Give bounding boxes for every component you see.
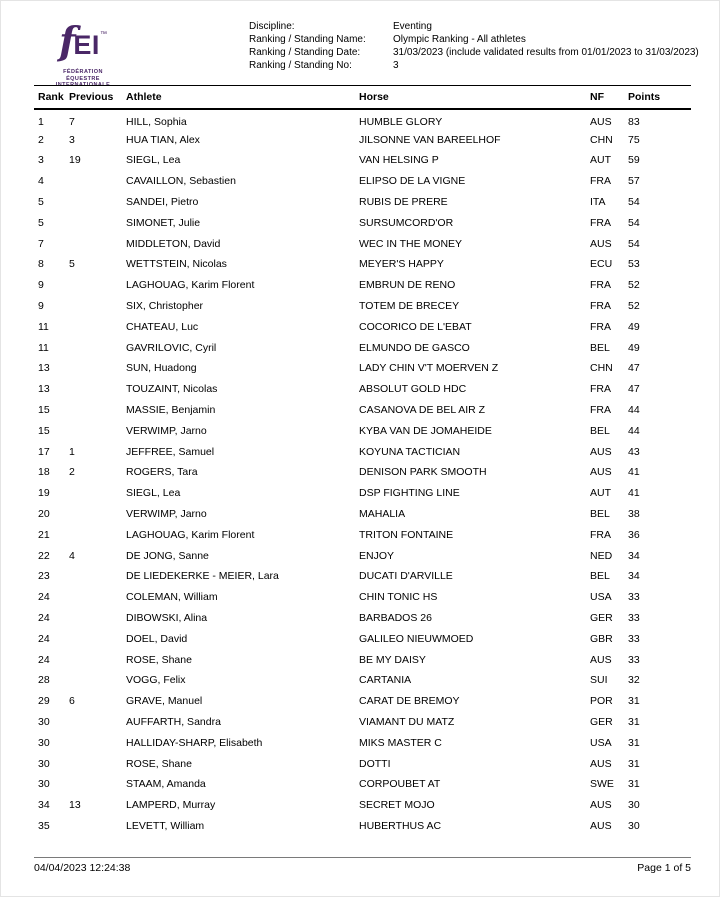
cell-points: 75 — [628, 133, 640, 146]
cell-nf: AUS — [590, 445, 612, 458]
cell-points: 38 — [628, 508, 640, 521]
cell-points: 44 — [628, 424, 640, 437]
cell-points: 52 — [628, 279, 640, 292]
cell-athlete: DE JONG, Sanne — [126, 549, 209, 562]
cell-points: 54 — [628, 237, 640, 250]
cell-horse: DOTTI — [359, 757, 391, 770]
cell-nf: FRA — [590, 383, 611, 396]
table-row — [34, 275, 691, 296]
cell-rank: 23 — [38, 570, 50, 583]
table-row — [34, 504, 691, 525]
cell-nf: FRA — [590, 175, 611, 188]
cell-points: 52 — [628, 300, 640, 313]
info-label: Ranking / Standing Name: — [249, 34, 366, 45]
cell-horse: CARTANIA — [359, 674, 412, 687]
cell-nf: FRA — [590, 300, 611, 313]
cell-nf: BEL — [590, 424, 610, 437]
column-header-horse: Horse — [359, 86, 590, 109]
cell-horse: EMBRUN DE RENO — [359, 279, 456, 292]
cell-nf: SUI — [590, 674, 608, 687]
cell-horse: JILSONNE VAN BAREELHOF — [359, 133, 501, 146]
cell-rank: 19 — [38, 487, 50, 500]
cell-nf: GER — [590, 716, 613, 728]
cell-athlete: AUFFARTH, Sandra — [126, 716, 221, 728]
cell-points: 54 — [628, 196, 640, 209]
cell-athlete: HILL, Sophia — [126, 115, 187, 128]
cell-points: 83 — [628, 115, 640, 128]
table-row — [34, 379, 691, 400]
cell-previous — [69, 316, 126, 337]
table-row — [34, 150, 691, 171]
cell-previous: 7 — [69, 115, 75, 128]
table-row — [34, 753, 691, 774]
cell-nf: GBR — [590, 632, 613, 645]
info-row-ranking-date — [249, 46, 699, 59]
cell-nf: AUS — [590, 466, 612, 479]
cell-athlete: GAVRILOVIC, Cyril — [126, 341, 217, 354]
cell-previous — [69, 358, 126, 379]
cell-previous: 4 — [69, 549, 75, 562]
cell-points: 47 — [628, 383, 640, 396]
cell-horse: ELMUNDO DE GASCO — [359, 341, 470, 354]
cell-horse: HUMBLE GLORY — [359, 115, 443, 128]
cell-rank: 29 — [38, 695, 50, 708]
cell-rank: 28 — [38, 674, 50, 687]
cell-athlete: VOGG, Felix — [126, 674, 186, 687]
table-row — [34, 628, 691, 649]
cell-nf: CHN — [590, 133, 613, 146]
cell-horse: MEYER'S HAPPY — [359, 258, 444, 271]
cell-previous: 6 — [69, 695, 75, 708]
cell-points: 33 — [628, 653, 640, 666]
table-row — [34, 691, 691, 712]
info-label: Discipline: — [249, 21, 295, 32]
ranking-info-block — [249, 20, 699, 72]
table-row — [34, 712, 691, 733]
cell-horse: DSP FIGHTING LINE — [359, 487, 460, 500]
cell-horse: CHIN TONIC HS — [359, 591, 438, 604]
cell-nf: AUS — [590, 799, 612, 812]
cell-rank: 24 — [38, 591, 50, 604]
table-row — [34, 400, 691, 421]
cell-previous — [69, 774, 126, 795]
cell-athlete: DIBOWSKI, Alina — [126, 612, 208, 625]
cell-athlete: LEVETT, William — [126, 819, 205, 832]
cell-rank: 15 — [38, 424, 50, 437]
table-row — [34, 816, 691, 837]
fei-subtitle-line: ÉQUESTRE — [66, 75, 100, 82]
cell-previous — [69, 670, 126, 691]
cell-horse: VIAMANT DU MATZ — [359, 716, 455, 728]
table-row — [34, 524, 691, 545]
cell-previous — [69, 649, 126, 670]
cell-rank: 9 — [38, 279, 44, 292]
page-number: Page 1 of 5 — [637, 862, 691, 874]
cell-nf: NED — [590, 549, 613, 562]
cell-nf: BEL — [590, 341, 610, 354]
table-header-row — [34, 86, 691, 109]
info-label: Ranking / Standing Date: — [249, 47, 361, 58]
cell-athlete: JEFFREE, Samuel — [126, 445, 215, 458]
cell-athlete: SUN, Huadong — [126, 362, 197, 375]
cell-nf: GER — [590, 612, 613, 625]
cell-nf: AUS — [590, 115, 612, 128]
cell-points: 54 — [628, 216, 640, 229]
fei-subtitle-line: INTERNATIONALE — [55, 82, 111, 88]
cell-previous — [69, 296, 126, 317]
cell-horse: SECRET MOJO — [359, 799, 435, 812]
cell-previous — [69, 337, 126, 358]
fei-logo-icon — [37, 17, 129, 68]
cell-rank: 2 — [38, 133, 44, 146]
cell-previous — [69, 816, 126, 837]
cell-horse: CORPOUBET AT — [359, 778, 441, 791]
cell-rank: 34 — [38, 799, 50, 812]
cell-rank: 13 — [38, 362, 50, 375]
cell-previous: 3 — [69, 133, 75, 146]
cell-rank: 35 — [38, 819, 50, 832]
table-row — [34, 233, 691, 254]
cell-previous — [69, 171, 126, 192]
cell-athlete: CHATEAU, Luc — [126, 320, 199, 333]
cell-points: 57 — [628, 175, 640, 188]
cell-rank: 9 — [38, 300, 44, 313]
cell-athlete: LAGHOUAG, Karim Florent — [126, 528, 255, 541]
cell-athlete: SIMONET, Julie — [126, 216, 201, 229]
info-label: Ranking / Standing No: — [249, 60, 352, 71]
cell-rank: 5 — [38, 196, 44, 209]
cell-points: 33 — [628, 632, 640, 645]
cell-horse: MAHALIA — [359, 508, 406, 521]
cell-points: 41 — [628, 487, 640, 500]
cell-previous — [69, 275, 126, 296]
table-row — [34, 192, 691, 213]
cell-nf: FRA — [590, 528, 611, 541]
cell-points: 32 — [628, 674, 640, 687]
cell-athlete: GRAVE, Manuel — [126, 695, 203, 708]
cell-previous — [69, 608, 126, 629]
cell-points: 43 — [628, 445, 640, 458]
column-header-athlete: Athlete — [126, 86, 359, 109]
cell-points: 47 — [628, 362, 640, 375]
table-row — [34, 608, 691, 629]
cell-horse: LADY CHIN V'T MOERVEN Z — [359, 362, 499, 375]
cell-horse: SURSUMCORD'OR — [359, 216, 454, 229]
cell-points: 31 — [628, 736, 640, 749]
cell-rank: 11 — [38, 320, 49, 333]
cell-nf: BEL — [590, 570, 610, 583]
table-row — [34, 254, 691, 275]
cell-horse: CASANOVA DE BEL AIR Z — [359, 404, 486, 417]
cell-athlete: ROGERS, Tara — [126, 466, 198, 479]
cell-nf: ECU — [590, 258, 613, 271]
cell-previous — [69, 483, 126, 504]
cell-athlete: LAMPERD, Murray — [126, 799, 216, 812]
column-header-nf: NF — [590, 86, 628, 109]
cell-athlete: TOUZAINT, Nicolas — [126, 383, 218, 396]
cell-previous: 5 — [69, 258, 75, 271]
table-row — [34, 171, 691, 192]
info-value: Olympic Ranking - All athletes — [393, 34, 526, 45]
table-row — [34, 420, 691, 441]
cell-horse: CARAT DE BREMOY — [359, 695, 460, 708]
cell-previous — [69, 212, 126, 233]
column-header-previous: Previous — [69, 86, 126, 109]
cell-previous — [69, 192, 126, 213]
cell-horse: MIKS MASTER C — [359, 736, 442, 749]
cell-athlete: SANDEI, Pietro — [126, 196, 199, 209]
cell-nf: ITA — [590, 196, 606, 209]
table-row — [34, 316, 691, 337]
cell-horse: ENJOY — [359, 549, 395, 562]
cell-previous — [69, 400, 126, 421]
cell-nf: BEL — [590, 508, 610, 521]
cell-previous — [69, 628, 126, 649]
cell-nf: USA — [590, 591, 612, 604]
cell-nf: AUS — [590, 653, 612, 666]
cell-points: 49 — [628, 320, 640, 333]
column-header-rank: Rank — [34, 86, 69, 109]
table-row — [34, 566, 691, 587]
cell-rank: 30 — [38, 757, 50, 770]
cell-previous — [69, 504, 126, 525]
cell-previous — [69, 566, 126, 587]
cell-rank: 30 — [38, 736, 50, 749]
table-row — [34, 296, 691, 317]
cell-athlete: CAVAILLON, Sebastien — [126, 175, 236, 188]
cell-rank: 21 — [38, 528, 50, 541]
cell-previous — [69, 587, 126, 608]
cell-horse: WEC IN THE MONEY — [359, 237, 463, 250]
table-row — [34, 732, 691, 753]
table-row — [34, 358, 691, 379]
cell-points: 31 — [628, 778, 640, 791]
cell-rank: 30 — [38, 716, 50, 728]
cell-rank: 1 — [38, 115, 44, 128]
cell-points: 31 — [628, 716, 640, 728]
cell-rank: 18 — [38, 466, 50, 479]
cell-rank: 17 — [38, 445, 50, 458]
table-row — [34, 462, 691, 483]
cell-rank: 3 — [38, 154, 44, 167]
table-row — [34, 109, 691, 130]
cell-points: 30 — [628, 819, 640, 832]
cell-rank: 20 — [38, 508, 50, 521]
fei-logo-ei: EI — [73, 30, 100, 60]
cell-points: 33 — [628, 591, 640, 604]
cell-athlete: HUA TIAN, Alex — [126, 133, 200, 146]
table-row — [34, 774, 691, 795]
ranking-table-container — [34, 85, 691, 836]
cell-previous — [69, 732, 126, 753]
cell-nf: AUS — [590, 757, 612, 770]
cell-nf: AUT — [590, 487, 611, 500]
cell-points: 31 — [628, 757, 640, 770]
fei-logo — [37, 17, 129, 89]
cell-rank: 15 — [38, 404, 50, 417]
cell-nf: AUS — [590, 819, 612, 832]
cell-athlete: COLEMAN, William — [126, 591, 218, 604]
cell-horse: RUBIS DE PRERE — [359, 196, 448, 209]
fei-logo-f: f — [59, 18, 74, 63]
cell-nf: POR — [590, 695, 613, 708]
cell-horse: DENISON PARK SMOOTH — [359, 466, 487, 479]
cell-points: 33 — [628, 612, 640, 625]
cell-previous — [69, 712, 126, 733]
cell-nf: USA — [590, 736, 612, 749]
table-row — [34, 129, 691, 150]
cell-athlete: MASSIE, Benjamin — [126, 404, 216, 417]
cell-horse: BARBADOS 26 — [359, 612, 432, 625]
cell-points: 41 — [628, 466, 640, 479]
cell-rank: 24 — [38, 612, 50, 625]
cell-horse: DUCATI D'ARVILLE — [359, 570, 453, 583]
info-row-ranking-no — [249, 59, 699, 72]
cell-rank: 30 — [38, 778, 50, 791]
cell-previous: 13 — [69, 799, 81, 812]
table-row — [34, 670, 691, 691]
cell-nf: FRA — [590, 216, 611, 229]
cell-athlete: DOEL, David — [126, 632, 188, 645]
cell-rank: 11 — [38, 341, 49, 354]
cell-athlete: SIEGL, Lea — [126, 487, 181, 500]
table-row — [34, 587, 691, 608]
cell-horse: HUBERTHUS AC — [359, 819, 442, 832]
cell-rank: 7 — [38, 237, 44, 250]
cell-nf: AUT — [590, 154, 611, 167]
table-row — [34, 441, 691, 462]
table-row — [34, 795, 691, 816]
table-row — [34, 212, 691, 233]
info-value: 3 — [393, 60, 399, 71]
trademark-symbol: ™ — [99, 31, 107, 38]
cell-nf: FRA — [590, 404, 611, 417]
cell-previous — [69, 379, 126, 400]
column-header-points: Points — [628, 86, 691, 109]
cell-nf: CHN — [590, 362, 613, 375]
cell-athlete: LAGHOUAG, Karim Florent — [126, 279, 255, 292]
cell-athlete: HALLIDAY-SHARP, Elisabeth — [126, 736, 263, 749]
page-footer — [34, 857, 691, 874]
cell-previous: 1 — [69, 445, 75, 458]
cell-points: 30 — [628, 799, 640, 812]
cell-rank: 5 — [38, 216, 44, 229]
cell-horse: KYBA VAN DE JOMAHEIDE — [359, 424, 492, 437]
cell-points: 44 — [628, 404, 640, 417]
info-value: 31/03/2023 (include validated results from 01/01/2023 to 31/03/2023) — [393, 47, 699, 58]
generated-timestamp: 04/04/2023 12:24:38 — [34, 862, 131, 874]
cell-points: 53 — [628, 258, 640, 271]
cell-previous — [69, 753, 126, 774]
cell-athlete: ROSE, Shane — [126, 653, 192, 666]
cell-athlete: MIDDLETON, David — [126, 237, 221, 250]
info-row-discipline — [249, 20, 699, 33]
cell-athlete: VERWIMP, Jarno — [126, 424, 207, 437]
cell-previous — [69, 524, 126, 545]
cell-horse: ABSOLUT GOLD HDC — [359, 383, 467, 396]
cell-rank: 22 — [38, 549, 50, 562]
cell-previous: 19 — [69, 154, 81, 167]
cell-rank: 24 — [38, 632, 50, 645]
cell-nf: FRA — [590, 279, 611, 292]
cell-horse: ELIPSO DE LA VIGNE — [359, 175, 466, 188]
cell-previous — [69, 233, 126, 254]
cell-previous: 2 — [69, 466, 75, 479]
cell-rank: 8 — [38, 258, 44, 271]
cell-athlete: ROSE, Shane — [126, 757, 192, 770]
cell-previous — [69, 420, 126, 441]
cell-horse: VAN HELSING P — [359, 154, 439, 167]
cell-athlete: VERWIMP, Jarno — [126, 508, 207, 521]
cell-horse: TOTEM DE BRECEY — [359, 300, 460, 313]
ranking-table — [34, 85, 691, 836]
cell-nf: AUS — [590, 237, 612, 250]
cell-athlete: STAAM, Amanda — [126, 778, 206, 791]
info-value: Eventing — [393, 21, 432, 32]
cell-horse: GALILEO NIEUWMOED — [359, 632, 474, 645]
cell-horse: TRITON FONTAINE — [359, 528, 454, 541]
cell-horse: BE MY DAISY — [359, 653, 426, 666]
info-row-ranking-name — [249, 33, 699, 46]
cell-points: 59 — [628, 154, 640, 167]
cell-rank: 4 — [38, 175, 44, 188]
table-row — [34, 649, 691, 670]
cell-points: 34 — [628, 570, 640, 583]
cell-horse: COCORICO DE L'EBAT — [359, 320, 472, 333]
ranking-table-body — [34, 109, 691, 837]
fei-subtitle-line: FÉDÉRATION — [63, 69, 103, 75]
cell-points: 31 — [628, 695, 640, 708]
cell-athlete: SIEGL, Lea — [126, 154, 181, 167]
cell-rank: 24 — [38, 653, 50, 666]
cell-nf: FRA — [590, 320, 611, 333]
table-row — [34, 483, 691, 504]
cell-horse: KOYUNA TACTICIAN — [359, 445, 461, 458]
table-row — [34, 545, 691, 566]
cell-athlete: SIX, Christopher — [126, 300, 204, 313]
cell-athlete: DE LIEDEKERKE - MEIER, Lara — [126, 570, 279, 583]
cell-points: 36 — [628, 528, 640, 541]
cell-nf: SWE — [590, 778, 614, 791]
cell-points: 49 — [628, 341, 640, 354]
table-header — [34, 86, 691, 109]
cell-athlete: WETTSTEIN, Nicolas — [126, 258, 227, 271]
cell-rank: 13 — [38, 383, 50, 396]
table-row — [34, 337, 691, 358]
cell-points: 34 — [628, 549, 640, 562]
